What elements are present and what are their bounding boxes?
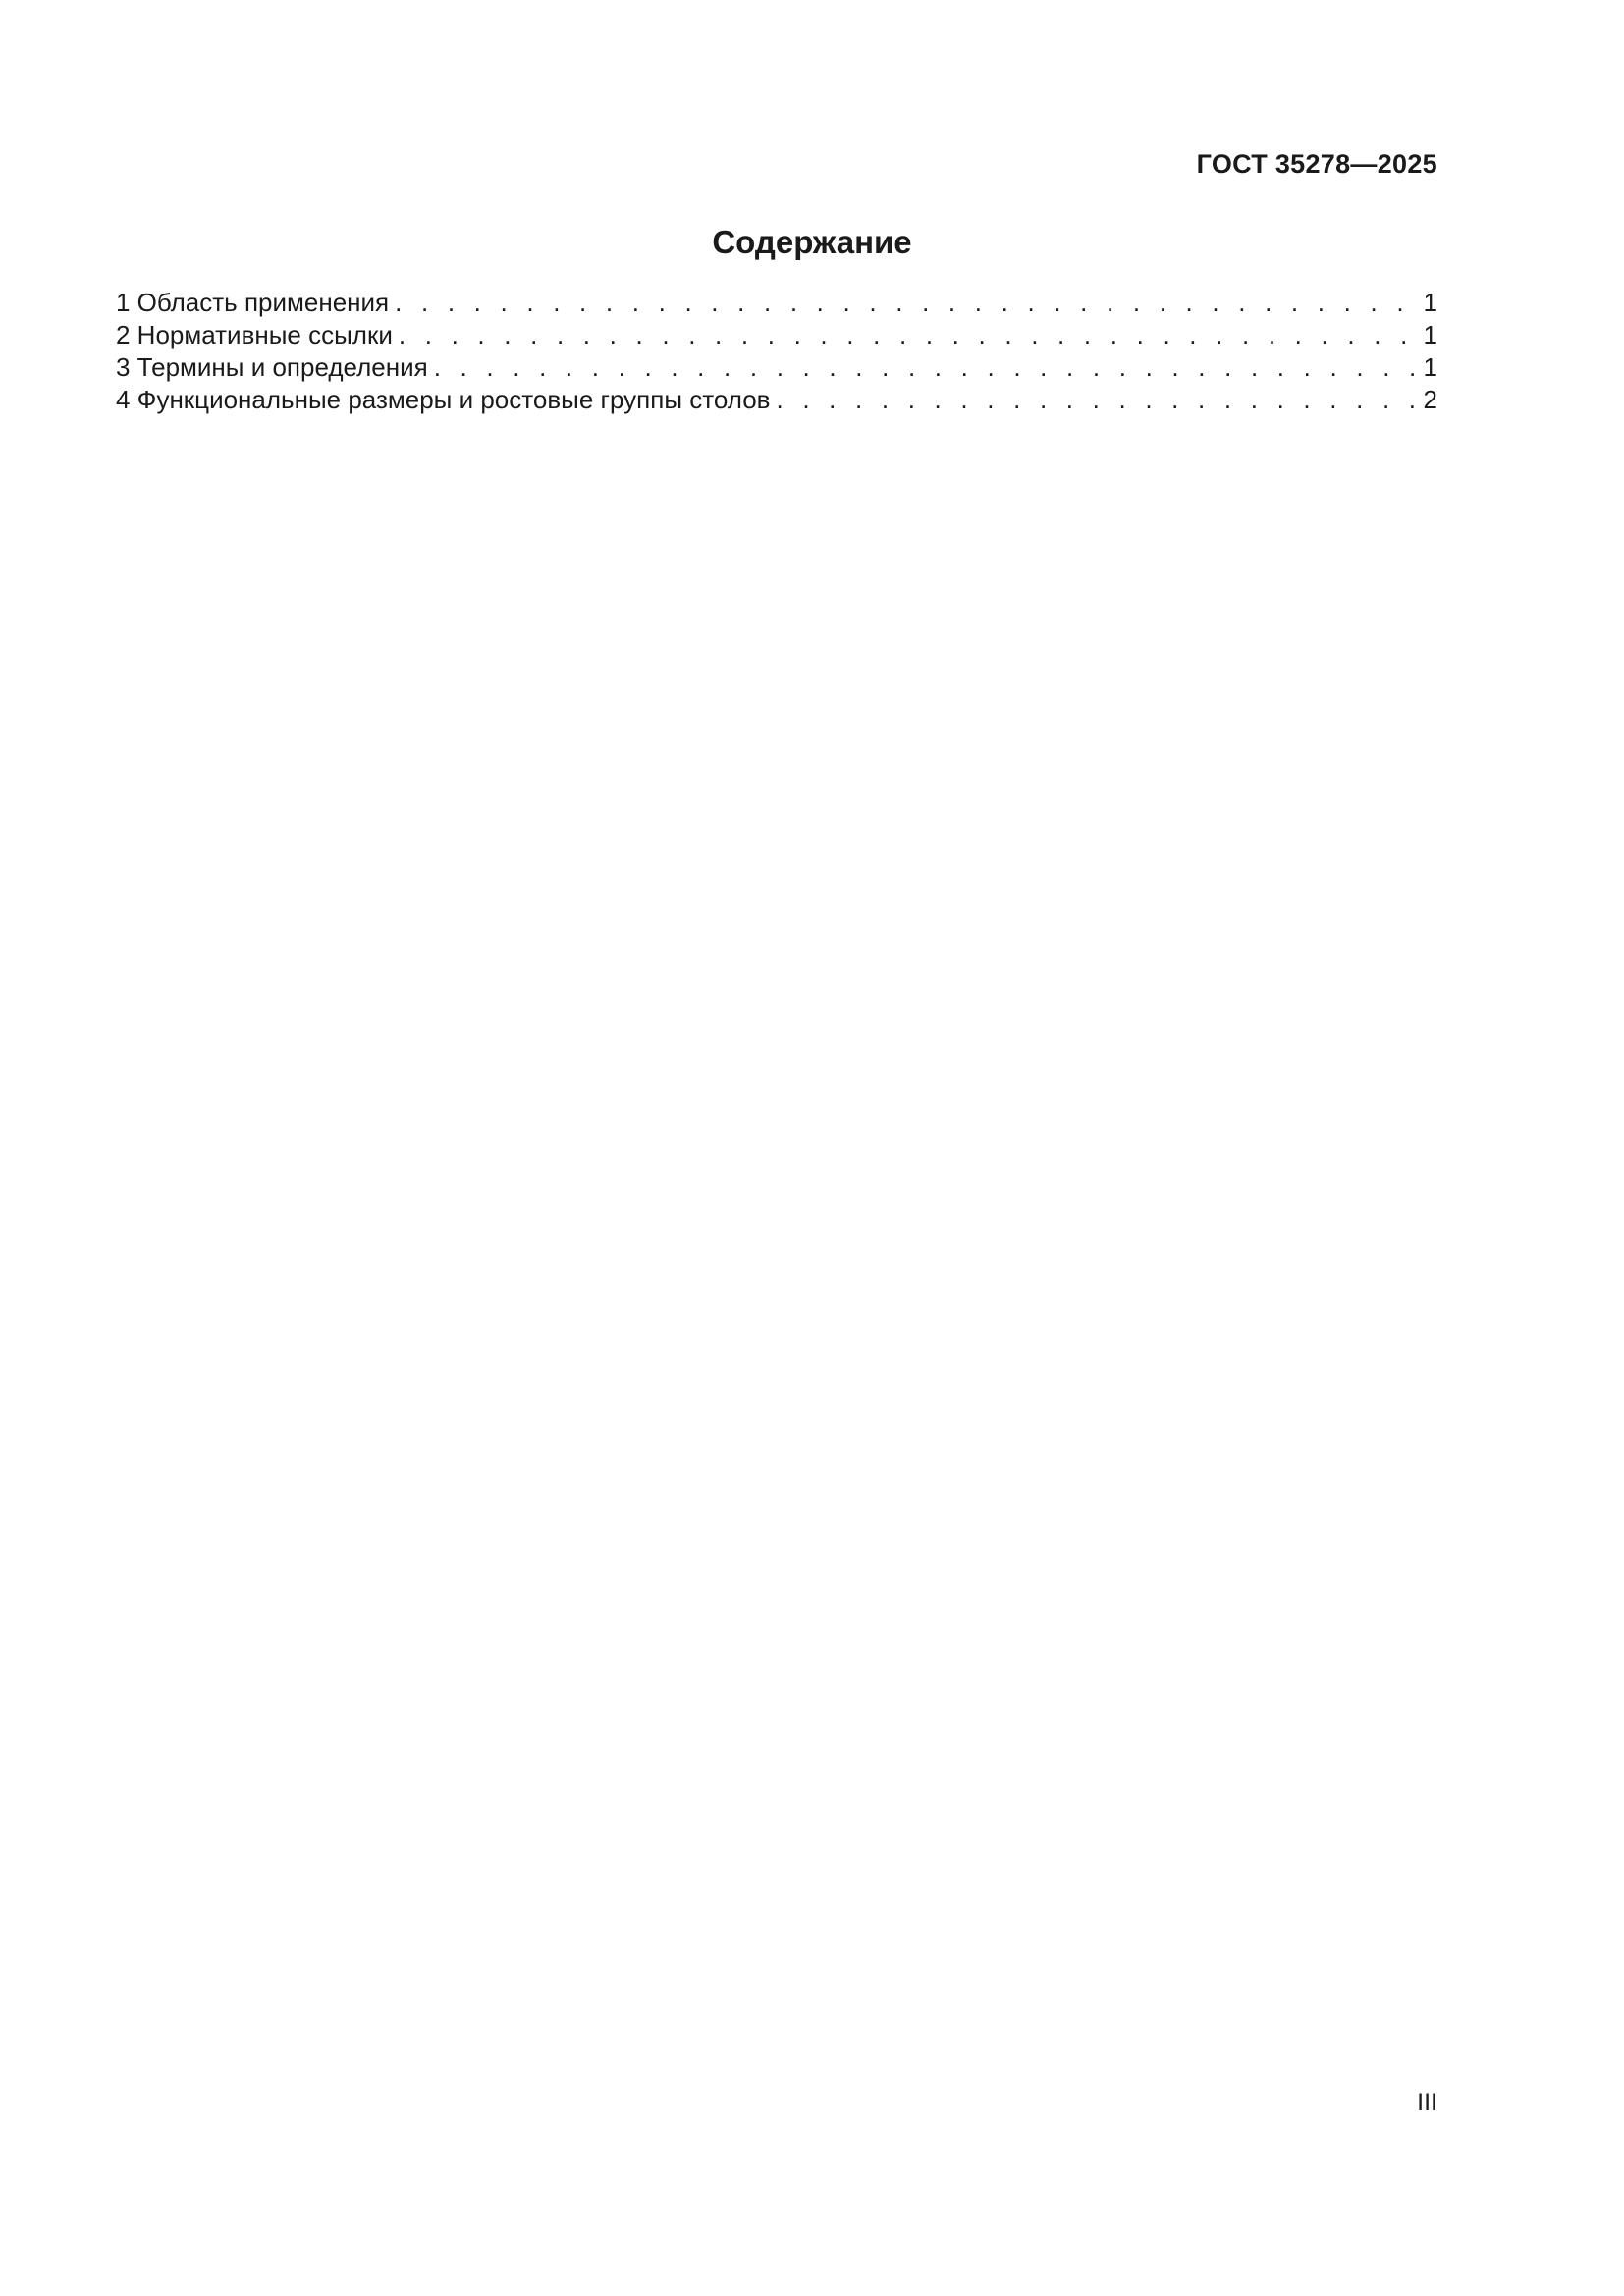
toc-entry-page: 2 — [1423, 385, 1437, 414]
toc-entry-label: 2 Нормативные ссылки — [116, 320, 393, 349]
toc-title: Содержание — [712, 224, 912, 260]
document-code: ГОСТ 35278—2025 — [1196, 149, 1437, 179]
toc-entry[interactable] — [116, 351, 1437, 384]
toc-leader-dots — [395, 287, 1421, 319]
toc-entry[interactable] — [116, 287, 1437, 319]
toc-entry-label: 4 Функциональные размеры и ростовые группы столов — [116, 385, 771, 414]
toc-entry[interactable] — [116, 319, 1437, 351]
toc-entry-page: 1 — [1423, 320, 1437, 349]
toc-leader-dots — [776, 384, 1421, 416]
table-of-contents — [116, 287, 1437, 416]
toc-entry-label: 3 Термины и определения — [116, 352, 428, 382]
toc-entry[interactable] — [116, 384, 1437, 416]
toc-entry-page: 1 — [1423, 352, 1437, 382]
toc-leader-dots — [399, 319, 1422, 351]
toc-leader-dots — [434, 351, 1422, 384]
toc-entry-label: 1 Область применения — [116, 288, 390, 317]
page-number: III — [1417, 2089, 1437, 2116]
toc-entry-page: 1 — [1423, 288, 1437, 317]
